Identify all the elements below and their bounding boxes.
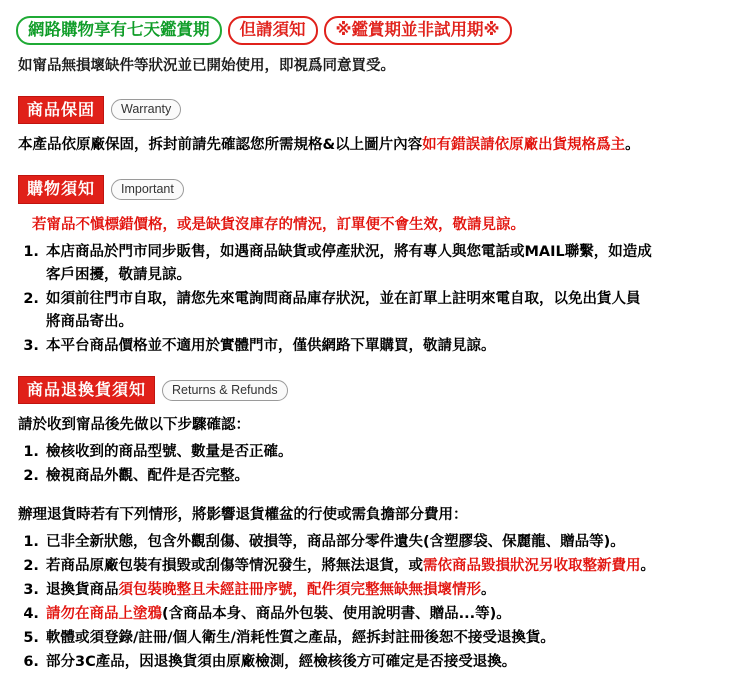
- list-item-text-tail: 。: [481, 582, 496, 599]
- list-item: [44, 579, 736, 602]
- list-item-text: 部分3C產品，因退換貨須由原廠檢測，經檢核後方可確定是否接受退換。: [46, 654, 517, 671]
- warranty-text-part-1: 本產品依原廠保固，拆封前請先確認您所需規格&以上圖片內容: [18, 137, 423, 154]
- returns-terms-list: [14, 531, 736, 673]
- warranty-text: [18, 134, 736, 157]
- list-item-emphasis: 須包裝晚整且未經註冊序號，配件須完整無缺無損壞情形: [118, 582, 481, 599]
- section-heading-warranty: [18, 96, 736, 125]
- list-item: [44, 288, 736, 334]
- list-item: [44, 651, 736, 674]
- banner-pill-not-trial: ※鑑賞期並非試用期※: [324, 16, 512, 45]
- returns-check-list: [14, 441, 736, 488]
- list-item-continuation: 客戶困擾，敬請見諒。: [46, 267, 191, 284]
- list-item: [44, 531, 736, 554]
- list-item-text: 本平台商品價格並不適用於實體門市，僅供網路下單購買，敬請見諒。: [46, 337, 496, 354]
- returns-lead-confirm: 請於收到甯品後先做以下步驟確認：: [18, 417, 250, 434]
- list-item-text-tail: (含商品本身、商品外包裝、使用說明書、贈品...等)。: [162, 606, 511, 623]
- shopping-notice-list: [14, 241, 736, 358]
- list-item-continuation: 將商品寄出。: [46, 313, 133, 330]
- header-banner: [16, 16, 736, 45]
- section-box-label-shopping: 購物須知: [18, 175, 104, 204]
- section-tag-shopping: Important: [111, 179, 184, 200]
- banner-pill-cooling-off: 網路購物享有七天鑑賞期: [16, 16, 222, 45]
- spacer: [14, 492, 736, 498]
- list-item: [44, 241, 736, 287]
- list-item-text: 已非全新狀態，包含外觀刮傷、破損等，商品部分零件遺失(含塑膠袋、保麗龍、贈品等)。: [46, 534, 625, 551]
- list-item: [44, 465, 736, 488]
- header-note: 如甯品無損壞缺件等狀況並已開始使用，即視爲同意買受。: [18, 58, 395, 75]
- section-box-label-returns: 商品退換貨須知: [18, 376, 155, 405]
- list-item-emphasis: 請勿在商品上塗鴉: [46, 606, 162, 623]
- list-item-text: 如須前往門市自取，請您先來電詢問商品庫存狀況，並在訂單上註明來電自取，以免出貨人員: [46, 290, 641, 307]
- section-tag-warranty: Warranty: [111, 99, 181, 120]
- returns-lead-conditions: 辦理退貨時若有下列情形，將影響退貨權盆的行使或需負擔部分費用：: [18, 507, 468, 524]
- list-item: [44, 603, 736, 626]
- section-tag-returns: Returns & Refunds: [162, 380, 288, 401]
- list-item: [44, 335, 736, 358]
- section-box-label-warranty: 商品保固: [18, 96, 104, 125]
- banner-pill-notice: 但請須知: [228, 16, 318, 45]
- list-item-emphasis: 需依商品毀損狀況另收取整新費用: [423, 558, 641, 575]
- list-item: [44, 627, 736, 650]
- list-item: [44, 441, 736, 464]
- shopping-lead-text: 若甯品不愼標錯價格，或是缺貨沒庫存的情況，訂單便不會生效，敬請見諒。: [32, 216, 525, 233]
- list-item-text: 本店商品於門市同步販售，如遇商品缺貨或停產狀況，將有專人與您電話或MAIL聯繫，如造成: [46, 244, 652, 261]
- list-item-text: 檢視商品外觀、配件是否完整。: [46, 468, 249, 485]
- list-item-text: 若商品原廠包裝有損毀或刮傷等情況發生，將無法退貨，或: [46, 558, 423, 575]
- section-heading-shopping: [18, 175, 736, 204]
- list-item-text: 退換貨商品: [46, 582, 119, 599]
- section-heading-returns: [18, 376, 736, 405]
- warranty-text-part-3: 。: [625, 137, 640, 154]
- list-item: [44, 555, 736, 578]
- list-item-text-tail: 。: [640, 558, 655, 575]
- list-item-text: 檢核收到的商品型號、數量是否正確。: [46, 444, 293, 461]
- list-item-text: 軟體或須登錄/註冊/個人衛生/消耗性質之產品，經拆封註冊後恕不接受退換貨。: [46, 630, 555, 647]
- warranty-text-part-2: 如有錯誤請依原廠出貨規格爲主: [422, 137, 626, 154]
